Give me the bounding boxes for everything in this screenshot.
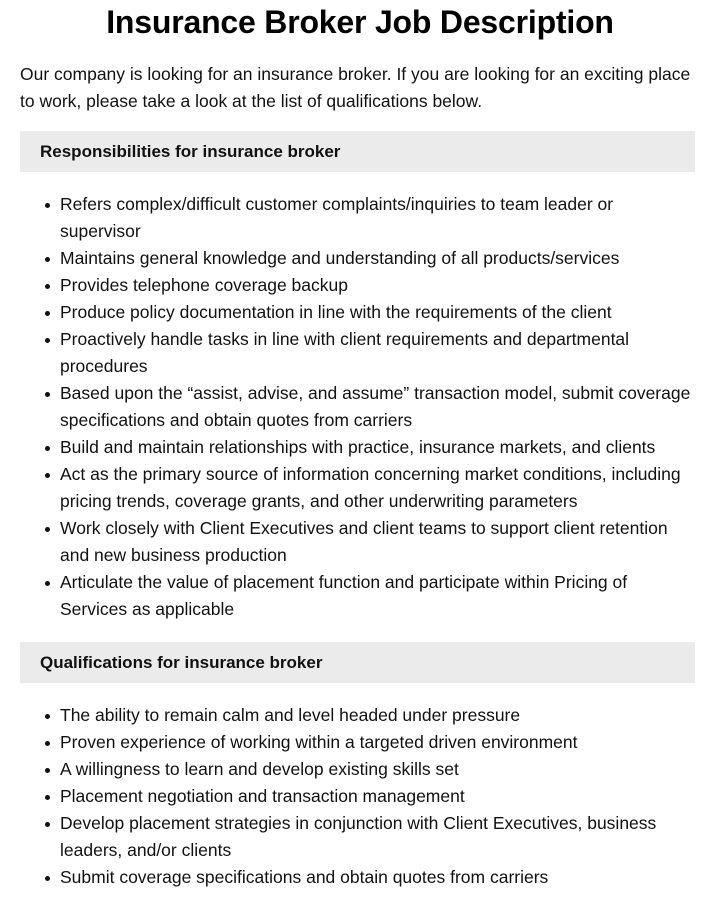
list-item: Based upon the “assist, advise, and assume” transaction model, submit coverage specifications and obtain quotes from carriers bbox=[60, 380, 695, 434]
list-item: Proactively handle tasks in line with client requirements and departmental procedures bbox=[60, 326, 695, 380]
qualifications-list bbox=[20, 702, 695, 891]
list-item: Proven experience of working within a targeted driven environment bbox=[60, 729, 695, 756]
page-title: Insurance Broker Job Description bbox=[106, 4, 614, 40]
list-item: Build and maintain relationships with practice, insurance markets, and clients bbox=[60, 434, 695, 461]
list-item: Maintains general knowledge and understanding of all products/services bbox=[60, 245, 695, 272]
list-item: Submit coverage specifications and obtain quotes from carriers bbox=[60, 864, 695, 891]
section-header-qualifications: Qualifications for insurance broker bbox=[20, 642, 695, 683]
list-item: Placement negotiation and transaction management bbox=[60, 783, 695, 810]
intro-paragraph: Our company is looking for an insurance broker. If you are looking for an exciting place to work, please take a look at the list of qualifications below. bbox=[20, 64, 691, 111]
list-item: Produce policy documentation in line with the requirements of the client bbox=[60, 299, 695, 326]
list-item: The ability to remain calm and level headed under pressure bbox=[60, 702, 695, 729]
list-item: Work closely with Client Executives and client teams to support client retention and new business production bbox=[60, 515, 695, 569]
list-item: A willingness to learn and develop existing skills set bbox=[60, 756, 695, 783]
section-header-responsibilities: Responsibilities for insurance broker bbox=[20, 131, 695, 172]
list-item: Develop placement strategies in conjunction with Client Executives, business leaders, and/or clients bbox=[60, 810, 695, 864]
responsibilities-list bbox=[20, 191, 695, 623]
list-item: Provides telephone coverage backup bbox=[60, 272, 695, 299]
list-item: Articulate the value of placement function and participate within Pricing of Services as applicable bbox=[60, 569, 695, 623]
list-item: Refers complex/difficult customer complaints/inquiries to team leader or supervisor bbox=[60, 191, 695, 245]
list-item: Act as the primary source of information concerning market conditions, including pricing trends, coverage grants, and other underwriting parameters bbox=[60, 461, 695, 515]
